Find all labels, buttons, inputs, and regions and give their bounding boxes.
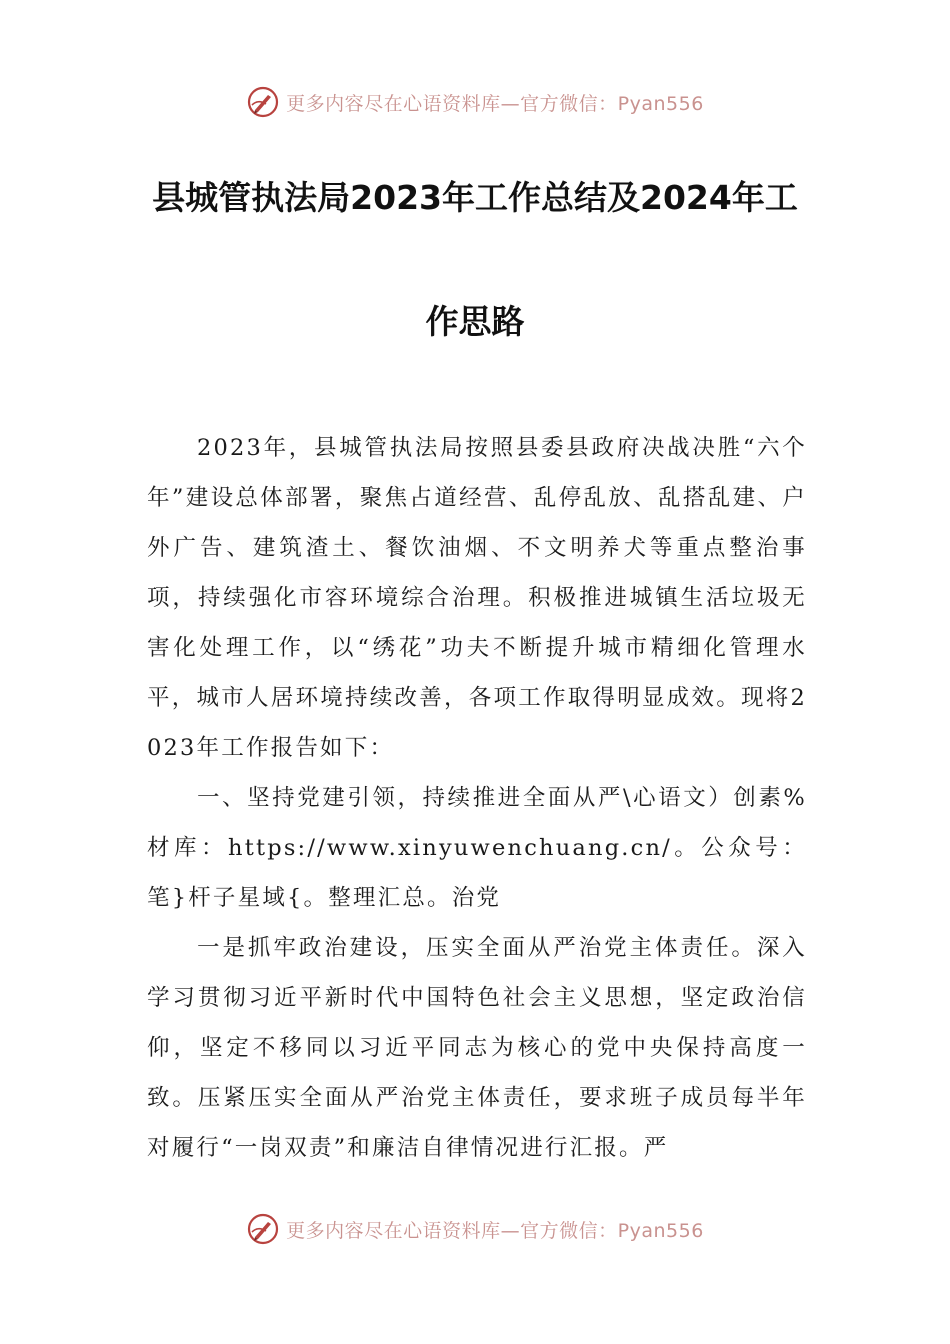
body-paragraph-section-heading: 一、坚持党建引领，持续推进全面从严\心语文）创素%材库：https://www.xinyuwenchuang.cn/。公众号：笔}杆子星域{。整理汇总。治党	[147, 785, 807, 911]
header-watermark-text: 更多内容尽在心语资料库—官方微信：Pyan556	[286, 92, 704, 115]
footer-watermark-text: 更多内容尽在心语资料库—官方微信：Pyan556	[286, 1219, 704, 1242]
header-watermark-banner	[0, 80, 950, 124]
document-title-line-1: 县城管执法局2023年工作总结及2024年工	[152, 178, 798, 217]
pen-logo-icon	[246, 85, 280, 119]
body-paragraph-political-building: 一是抓牢政治建设，压实全面从严治党主体责任。深入学习贯彻习近平新时代中国特色社会主义思想，坚定政治信仰，坚定不移同以习近平同志为核心的党中央保持高度一致。压紧压实全面从严治党主体责任，要求班子成员每半年对履行“一岗双责”和廉洁自律情况进行汇报。严	[147, 935, 807, 1161]
body-paragraph-intro: 2023年，县城管执法局按照县委县政府决战决胜“六个年”建设总体部署，聚焦占道经营、乱停乱放、乱搭乱建、户外广告、建筑渣土、餐饮油烟、不文明养犬等重点整治事项，持续强化市容环境综合治理。积极推进城镇生活垃圾无害化处理工作，以“绣花”功夫不断提升城市精细化管理水平，城市人居环境持续改善，各项工作取得明显成效。现将2023年工作报告如下：	[147, 435, 807, 761]
pen-logo-icon	[246, 1212, 280, 1246]
footer-watermark-banner	[0, 1207, 950, 1251]
document-title-line-2: 作思路	[425, 302, 525, 341]
